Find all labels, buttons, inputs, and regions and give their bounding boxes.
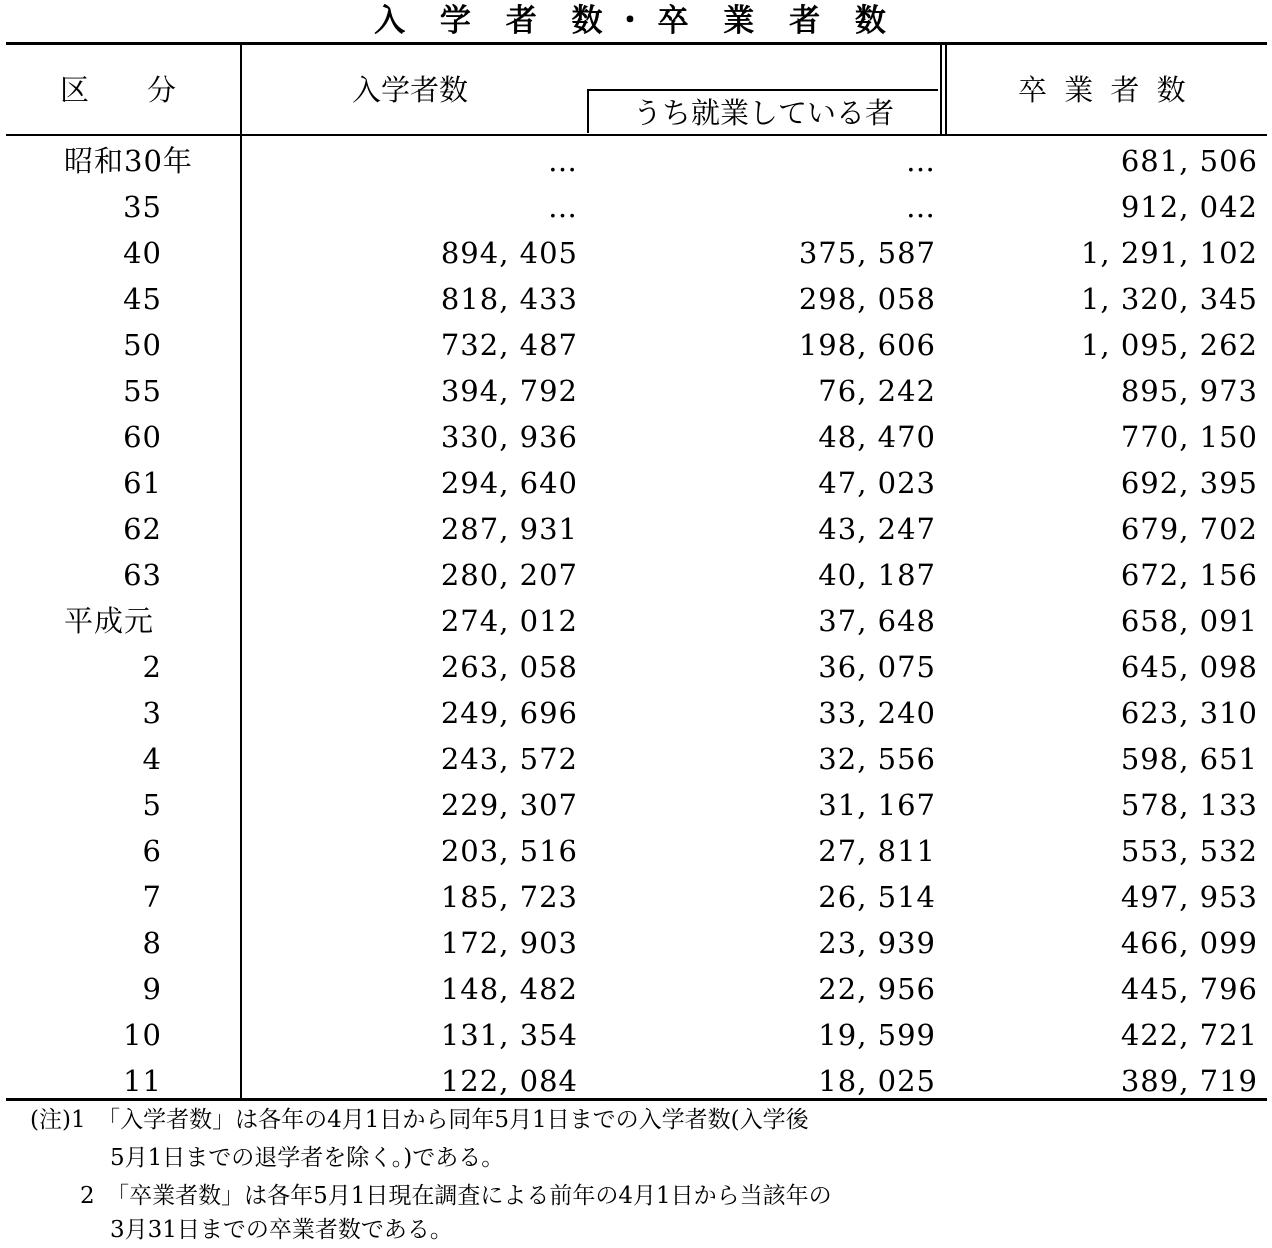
admissions-cell: 249, 696 <box>440 696 578 730</box>
graduates-cell: 645, 098 <box>1120 650 1258 684</box>
table-row <box>0 782 1272 828</box>
table-row <box>0 230 1272 276</box>
row-label: 7 <box>142 880 162 914</box>
table-row <box>0 414 1272 460</box>
graduates-cell: 679, 702 <box>1120 512 1258 546</box>
graduates-cell: 422, 721 <box>1120 1018 1258 1052</box>
employed-cell: 31, 167 <box>818 788 936 822</box>
table-row <box>0 920 1272 966</box>
note-2-line-1: 2 「卒業者数」は各年5月1日現在調査による前年の4月1日から当該年の <box>80 1183 832 1209</box>
employed-cell: 198, 606 <box>798 328 936 362</box>
employed-cell: … <box>906 144 936 178</box>
note-1-line-1: (注)1 「入学者数」は各年の4月1日から同年5月1日までの入学者数(入学後 <box>30 1107 809 1133</box>
graduates-cell: 1, 291, 102 <box>1080 236 1258 270</box>
graduates-cell: 1, 320, 345 <box>1080 282 1258 316</box>
admissions-cell: … <box>548 144 578 178</box>
row-label: 4 <box>142 742 162 776</box>
admissions-cell: 287, 931 <box>440 512 578 546</box>
employed-cell: 48, 470 <box>818 420 936 454</box>
admissions-cell: 274, 012 <box>440 604 578 638</box>
row-label: 5 <box>142 788 162 822</box>
graduates-cell: 578, 133 <box>1120 788 1258 822</box>
admissions-cell: 280, 207 <box>440 558 578 592</box>
admissions-cell: 203, 516 <box>440 834 578 868</box>
row-label: 35 <box>123 190 162 224</box>
row-label: 9 <box>142 972 162 1006</box>
table-row <box>0 1012 1272 1058</box>
graduates-cell: 466, 099 <box>1120 926 1258 960</box>
admissions-cell: 394, 792 <box>440 374 578 408</box>
admissions-cell: 229, 307 <box>440 788 578 822</box>
graduates-double-divider-a <box>940 45 942 134</box>
note-1-line-2: 5月1日までの退学者を除く。)である。 <box>110 1145 505 1171</box>
row-label: 11 <box>123 1064 162 1098</box>
graduates-cell: 692, 395 <box>1120 466 1258 500</box>
admissions-cell: 330, 936 <box>440 420 578 454</box>
table-row <box>0 690 1272 736</box>
employed-cell: 33, 240 <box>818 696 936 730</box>
table-row <box>0 506 1272 552</box>
graduates-cell: 553, 532 <box>1120 834 1258 868</box>
employed-cell: 47, 023 <box>818 466 936 500</box>
admissions-cell: 185, 723 <box>440 880 578 914</box>
table-row <box>0 276 1272 322</box>
admissions-cell: 131, 354 <box>440 1018 578 1052</box>
employed-cell: 37, 648 <box>818 604 936 638</box>
row-label: 55 <box>123 374 162 408</box>
note-2-line-2: 3月31日までの卒業者数である。 <box>110 1217 453 1243</box>
row-label: 60 <box>123 420 162 454</box>
admissions-cell: 172, 903 <box>440 926 578 960</box>
row-label: 50 <box>123 328 162 362</box>
table-row <box>0 598 1272 644</box>
employed-cell: 298, 058 <box>798 282 936 316</box>
graduates-cell: 672, 156 <box>1120 558 1258 592</box>
row-label: 平成元 <box>64 604 155 638</box>
admissions-cell: 263, 058 <box>440 650 578 684</box>
table-row <box>0 138 1272 184</box>
row-label: 61 <box>123 466 162 500</box>
graduates-cell: 895, 973 <box>1120 374 1258 408</box>
row-label: 62 <box>123 512 162 546</box>
graduates-cell: 912, 042 <box>1120 190 1258 224</box>
table-row <box>0 184 1272 230</box>
table-row <box>0 736 1272 782</box>
graduates-cell: 389, 719 <box>1120 1064 1258 1098</box>
admissions-cell: 122, 084 <box>440 1064 578 1098</box>
header-admissions: 入学者数 <box>352 73 469 107</box>
table-row <box>0 322 1272 368</box>
row-label: 40 <box>123 236 162 270</box>
header-bottom-rule <box>6 134 1267 136</box>
admissions-cell: 148, 482 <box>440 972 578 1006</box>
header-category: 区 分 <box>60 73 177 107</box>
employed-cell: 32, 556 <box>818 742 936 776</box>
row-label: 63 <box>123 558 162 592</box>
employed-cell: 36, 075 <box>818 650 936 684</box>
employed-cell: 27, 811 <box>818 834 936 868</box>
table-title: 入 学 者 数・卒 業 者 数 <box>374 3 898 39</box>
employed-cell: 22, 956 <box>818 972 936 1006</box>
header-employed-box <box>587 89 938 133</box>
row-label: 昭和30年 <box>64 144 193 178</box>
graduates-cell: 598, 651 <box>1120 742 1258 776</box>
employed-cell: 19, 599 <box>818 1018 936 1052</box>
admissions-cell: 294, 640 <box>440 466 578 500</box>
graduates-cell: 445, 796 <box>1120 972 1258 1006</box>
graduates-cell: 623, 310 <box>1120 696 1258 730</box>
graduates-cell: 681, 506 <box>1120 144 1258 178</box>
employed-cell: 375, 587 <box>798 236 936 270</box>
employed-cell: 40, 187 <box>818 558 936 592</box>
admissions-cell: 894, 405 <box>440 236 578 270</box>
graduates-cell: 1, 095, 262 <box>1080 328 1258 362</box>
admissions-cell: 243, 572 <box>440 742 578 776</box>
graduates-double-divider-b <box>945 45 947 134</box>
row-label: 10 <box>123 1018 162 1052</box>
top-rule <box>6 42 1267 45</box>
table-row <box>0 644 1272 690</box>
employed-cell: 26, 514 <box>818 880 936 914</box>
employed-cell: 18, 025 <box>818 1064 936 1098</box>
admissions-cell: … <box>548 190 578 224</box>
row-label: 2 <box>142 650 162 684</box>
graduates-cell: 770, 150 <box>1120 420 1258 454</box>
graduates-cell: 658, 091 <box>1120 604 1258 638</box>
row-label: 6 <box>142 834 162 868</box>
header-employed: うち就業している者 <box>632 96 894 130</box>
table-row <box>0 828 1272 874</box>
employed-cell: 23, 939 <box>818 926 936 960</box>
row-label: 45 <box>123 282 162 316</box>
table-body <box>0 138 1272 1104</box>
table-row <box>0 1058 1272 1104</box>
admissions-cell: 818, 433 <box>440 282 578 316</box>
graduates-cell: 497, 953 <box>1120 880 1258 914</box>
table-row <box>0 460 1272 506</box>
header-graduates: 卒 業 者 数 <box>1018 73 1190 107</box>
admissions-cell: 732, 487 <box>440 328 578 362</box>
employed-cell: 76, 242 <box>818 374 936 408</box>
employed-cell: 43, 247 <box>818 512 936 546</box>
table-row <box>0 874 1272 920</box>
row-label: 3 <box>142 696 162 730</box>
table-row <box>0 552 1272 598</box>
row-label: 8 <box>142 926 162 960</box>
employed-cell: … <box>906 190 936 224</box>
table-row <box>0 966 1272 1012</box>
table-row <box>0 368 1272 414</box>
